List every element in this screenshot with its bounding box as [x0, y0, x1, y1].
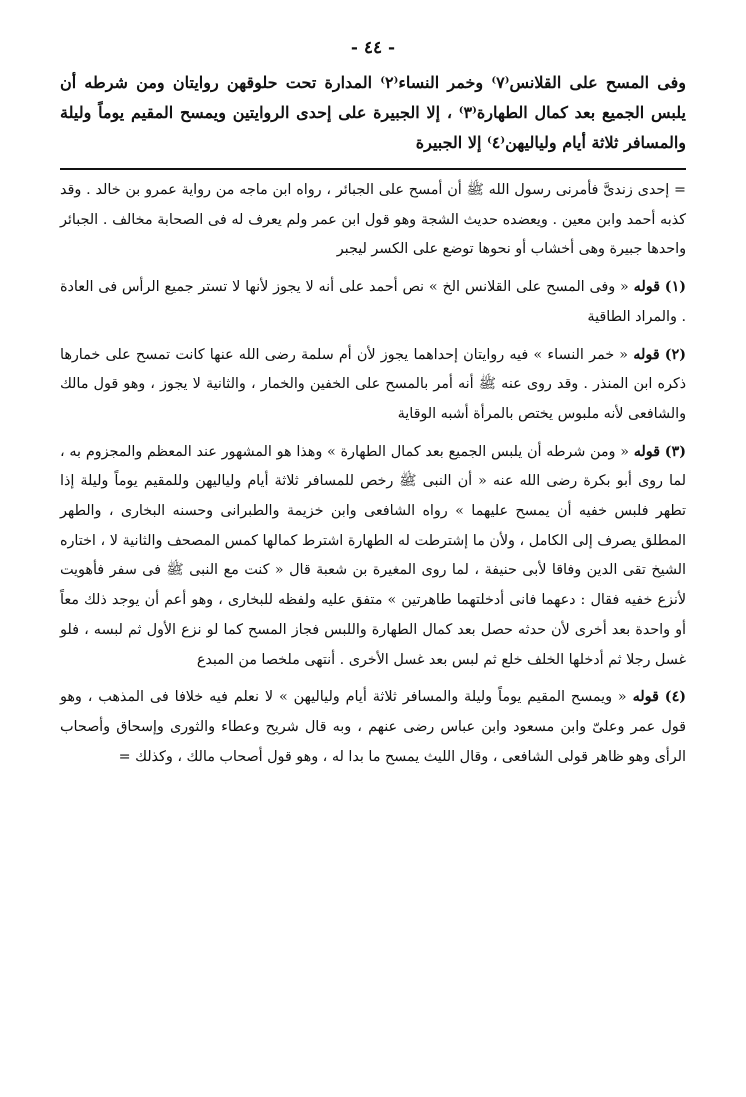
main-text — [60, 68, 686, 158]
footnote-text: « ومن شرطه أن يلبس الجميع بعد كمال الطهارة » وهذا هو المشهور عند المعظم والمجزوم به ، لما روى أبو بكرة رضى الله عنه « أن النبى ﷺ رخص للمسافر ثلاثة أيام ولياليهن وللمقيم يوماً وليلة إذا تطهر فلبس خفيه أن يمسح عليهما » رواه الشافعى وابن خزيمة والطبرانى وحسنه البخارى ، والطهر المطلق يصرف إلى الكامل ، ولأن ما إشترطت له الطهارة اشترط كمالها كمس المصحف والثانية لا ، اختاره الشيخ تقى الدين وفاقا لأبى حنيفة ، لما روى المغيرة بن شعبة قال « كنت مع النبى ﷺ فى سفر فأهويت لأنزع خفيه فقال : دعهما فانى أدخلتهما طاهرتين » متفق عليه ولفظه للبخارى ، وهو أعم أن يوجد ذلك معاً أو واحدة بعد أخرى لأن حدثه حصل بعد كمال الطهارة واللبس فجاز المسح كما لو نزع الأول ثم لبسه ، فلو غسل رجلا ثم أدخلها الخلف خلع ثم لبس بعد غسل الأخرى . أنتهى ملخصا من المبدع — [60, 443, 686, 668]
footnote-lead: قوله — [633, 279, 660, 296]
footnote-text: « ويمسح المقيم يوماً وليلة والمسافر ثلاثة أيام ولياليهن » لا نعلم فيه خلافا فى المذهب ، وهو قول عمر وعلىّ وابن مسعود وابن عباس رضى عنهم ، وبه قال شريح وعطاء والثورى وإسحاق وأصحاب الرأى وهو ظاهر قولى الشافعى ، وقال الليث يمسح ما بدا له ، وهو قول أصحاب مالك ، وكذلك = — [60, 689, 686, 765]
footnote-text: « وفى المسح على القلانس الخ » نص أحمد على أنه لا يجوز لأنها لا تستر جميع الرأس فى العادة . والمراد الطاقية — [60, 279, 686, 325]
footnote-text: « خمر النساء » فيه روايتان إحداهما يجوز لأن أم سلمة رضى الله عنها كانت تمسح على خمارها ذكره ابن المنذر . وقد روى عنه ﷺ أنه أمر بالمسح على الخفين والخمار ، والثانية لا يجوز ، وهو قول مالك والشافعى لأنه ملبوس يختص بالمرأة أشبه الوقاية — [60, 346, 686, 422]
page-number: - ٤٤ - — [350, 38, 396, 58]
main-paragraph: وفى المسح على القلانس⁽٧⁾ وخمر النساء⁽٢⁾ المدارة تحت حلوقهن روايتان ومن شرطه أن يلبس الجميع بعد كمال الطهارة⁽٣⁾ ، إلا الجبيرة على إحدى الروايتين ويمسح المقيم يوماً وليلة والمسافر ثلاثة أيام ولياليهن⁽٤⁾ إلا الجبيرة — [60, 73, 687, 152]
footnote-3 — [60, 438, 686, 676]
footnote-continuation — [60, 176, 686, 265]
footnote-divider — [60, 168, 686, 170]
footnote-text: = إحدى زندىَّ فأمرنى رسول الله ﷺ أن أمسح على الجبائر ، رواه ابن ماجه من رواية عمرو بن خالد . وقد كذبه أحمد وابن معين . ويعضده حديث الشجة وهو قول ابن عمر ولم يعرف له فى الصحابة مخالف . الجبائر واحدها جبيرة وهى أخشاب أو نحوها توضع على الكسر ليجبر — [60, 182, 686, 258]
footnote-1 — [60, 273, 686, 332]
footnote-number: (٣) — [664, 443, 686, 460]
footnote-number: (٢) — [664, 346, 686, 363]
footnote-lead: قوله — [633, 346, 660, 363]
footnote-number: (١) — [664, 279, 687, 296]
footnotes — [60, 176, 686, 772]
footnote-4 — [60, 683, 686, 772]
footnote-number: (٤) — [664, 689, 687, 706]
footnote-lead: قوله — [633, 443, 660, 460]
footnote-lead: قوله — [632, 689, 659, 706]
footnote-2 — [60, 341, 686, 430]
